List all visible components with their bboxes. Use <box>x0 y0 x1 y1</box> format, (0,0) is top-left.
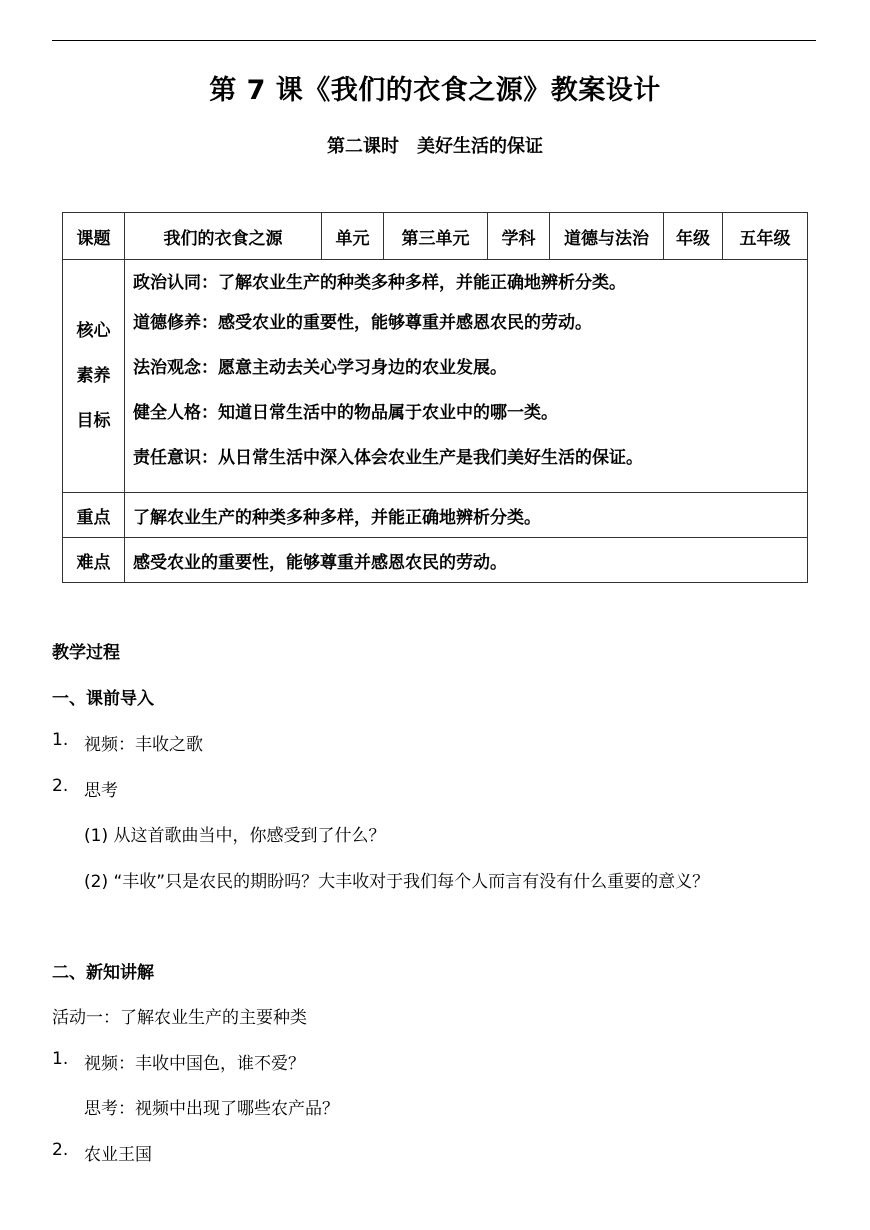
goals-cell <box>125 260 808 493</box>
document-subtitle: 第二课时 美好生活的保证 <box>327 136 543 157</box>
difficulty-text: 感受农业的重要性，能够尊重并感恩农民的劳动。 <box>125 538 808 583</box>
key-point-row <box>63 493 808 538</box>
key-point-text: 了解农业生产的种类多种多样，并能正确地辨析分类。 <box>125 493 808 538</box>
list-item: 农业王国 <box>84 1145 152 1165</box>
key-point-label: 重点 <box>63 493 125 538</box>
list-item: 视频：丰收之歌 <box>84 735 203 755</box>
table-cell: 课题 <box>63 213 125 260</box>
list-number: 1. <box>52 730 69 750</box>
table-cell: 道德与法治 <box>550 213 664 260</box>
goal-item: 道德修养：感受农业的重要性，能够尊重并感恩农民的劳动。 <box>133 313 592 333</box>
table-cell: 单元 <box>322 213 384 260</box>
list-item: 思考 <box>84 781 118 801</box>
list-number: 1. <box>52 1049 69 1069</box>
list-number: 2. <box>52 776 69 796</box>
table-cell: 学科 <box>488 213 550 260</box>
goal-item: 法治观念：愿意主动去关心学习身边的农业发展。 <box>133 358 507 378</box>
goal-item: 健全人格：知道日常生活中的物品属于农业中的哪一类。 <box>133 403 558 423</box>
goal-item: 政治认同：了解农业生产的种类多种多样，并能正确地辨析分类。 <box>133 273 626 293</box>
table-cell: 第三单元 <box>384 213 488 260</box>
table-cell: 五年级 <box>723 213 808 260</box>
sub-question: (2) “丰收”只是农民的期盼吗？大丰收对于我们每个人而言有没有什么重要的意义？ <box>84 872 710 892</box>
difficulty-row <box>63 538 808 583</box>
goals-label <box>63 260 125 493</box>
activity-title: 活动一：了解农业生产的主要种类 <box>52 1008 307 1028</box>
lesson-info-table <box>62 212 808 583</box>
goals-row <box>63 260 808 493</box>
table-cell: 我们的衣食之源 <box>125 213 322 260</box>
list-number: 2. <box>52 1140 69 1160</box>
goals-label-line: 素养 <box>76 365 111 386</box>
think-prompt: 思考：视频中出现了哪些农产品？ <box>84 1099 339 1119</box>
process-heading: 教学过程 <box>52 643 120 663</box>
header-rule <box>52 40 816 41</box>
document-title: 第 7 课《我们的衣食之源》教案设计 <box>209 75 661 106</box>
goals-label-line: 核心 <box>76 320 111 341</box>
section-one-title: 一、课前导入 <box>52 689 154 709</box>
table-header-row <box>63 213 808 260</box>
goal-item: 责任意识：从日常生活中深入体会农业生产是我们美好生活的保证。 <box>133 448 643 468</box>
sub-question: (1) 从这首歌曲当中，你感受到了什么？ <box>84 826 386 846</box>
list-item: 视频：丰收中国色，谁不爱？ <box>84 1054 305 1074</box>
difficulty-label: 难点 <box>63 538 125 583</box>
table-cell: 年级 <box>664 213 723 260</box>
section-two-title: 二、新知讲解 <box>52 963 154 983</box>
goals-label-line: 目标 <box>76 410 111 431</box>
